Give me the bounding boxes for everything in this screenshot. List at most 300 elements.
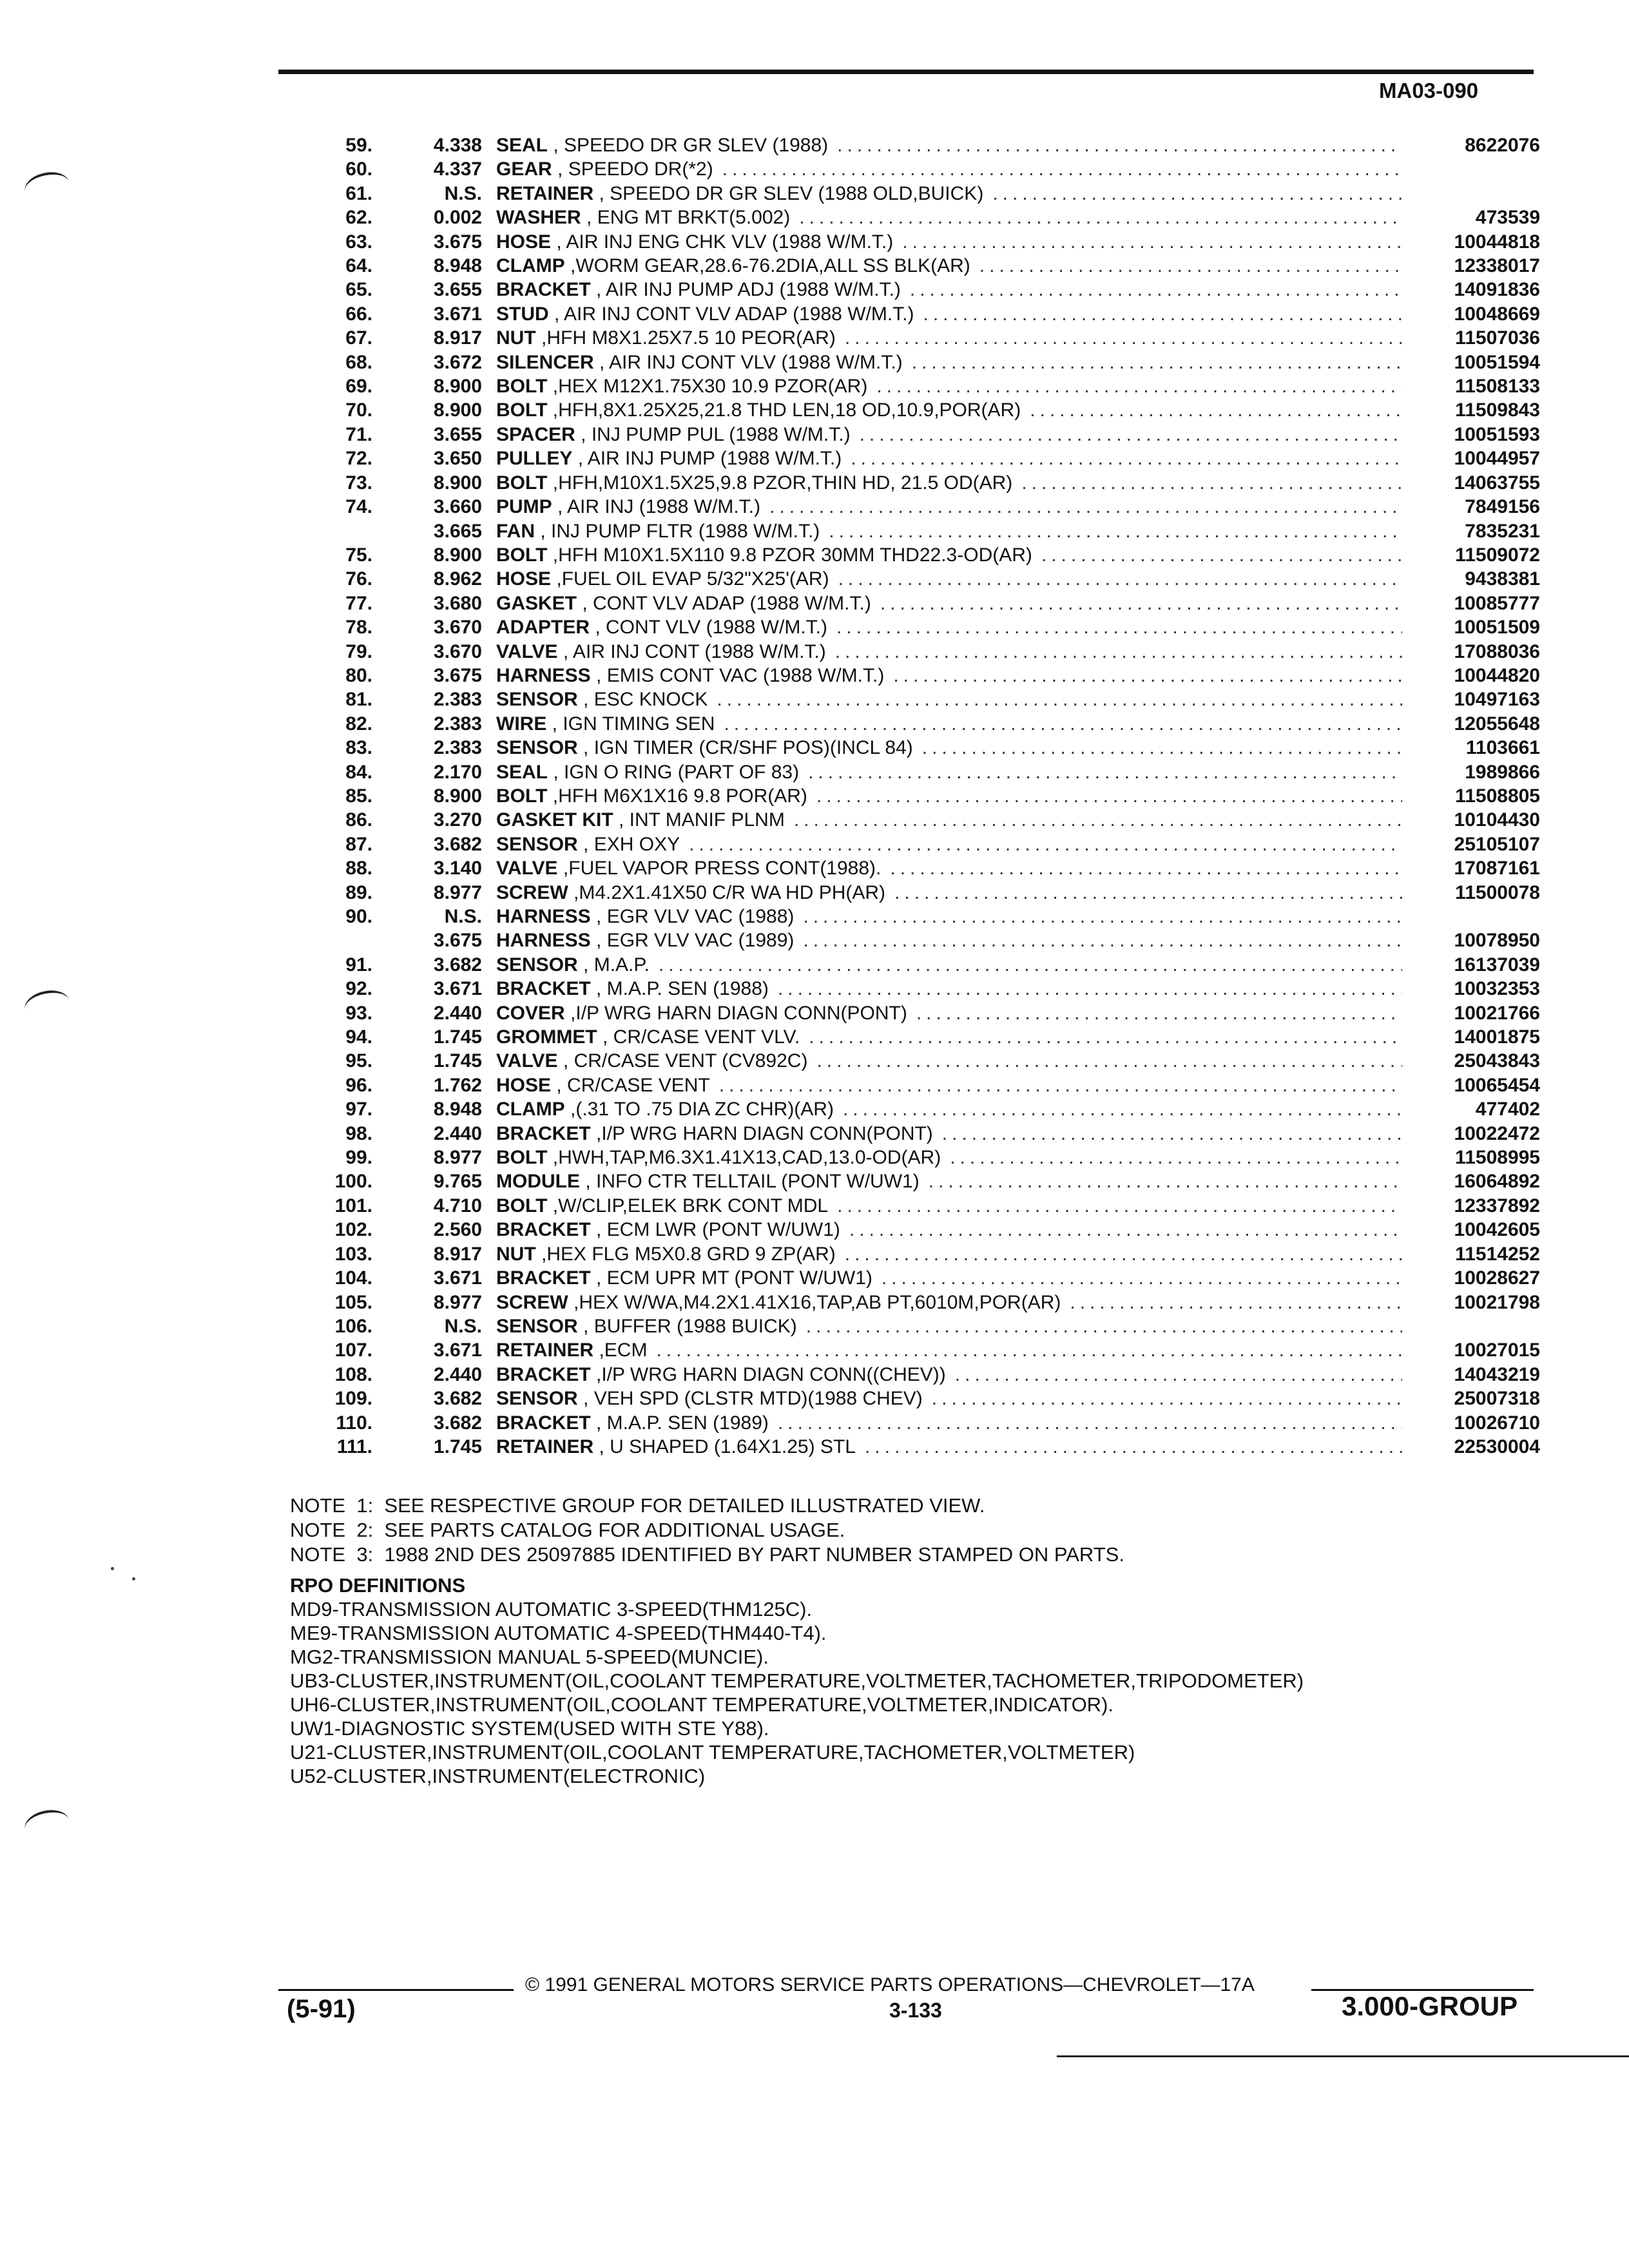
part-number: 25007318 [1454, 1388, 1540, 1410]
part-name: BRACKET [496, 978, 591, 1000]
part-name: PULLEY [496, 448, 573, 470]
item-number: 66. [345, 303, 372, 325]
part-number: 11508133 [1455, 376, 1540, 398]
group-number: N.S. [444, 182, 482, 204]
part-detail: , ESC KNOCK [577, 689, 708, 711]
part-row [296, 1314, 1540, 1338]
part-description [496, 1291, 1411, 1314]
part-row [296, 1169, 1540, 1193]
part-description [496, 664, 1411, 687]
rpo-title: RPO DEFINITIONS [290, 1574, 466, 1597]
dot-leader [849, 1218, 1402, 1242]
dot-leader [902, 230, 1402, 254]
part-number: 10497163 [1454, 689, 1540, 711]
part-description [496, 182, 1411, 206]
dot-leader [799, 206, 1402, 229]
part-row [296, 640, 1540, 664]
part-name: VALVE [496, 1050, 558, 1072]
part-number: 10044818 [1454, 231, 1540, 253]
part-detail: , AIR INJ PUMP ADJ (1988 W/M.T.) [590, 279, 901, 301]
dot-leader [837, 1194, 1402, 1218]
group-number: 3.140 [433, 858, 482, 879]
item-number: 81. [345, 689, 372, 711]
part-row [296, 687, 1540, 711]
part-description [496, 832, 1411, 856]
item-number: 106. [334, 1315, 372, 1337]
group-number: 8.900 [433, 399, 482, 421]
group-number: 3.671 [433, 1267, 482, 1289]
note-line: NOTE 3: 1988 2ND DES 25097885 IDENTIFIED BY PART NUMBER STAMPED ON PARTS. [290, 1543, 1124, 1566]
group-number: 3.682 [433, 833, 482, 855]
part-row [296, 133, 1540, 157]
part-description [496, 374, 1411, 398]
dot-leader [837, 133, 1402, 157]
part-row [296, 278, 1540, 302]
part-description [496, 736, 1411, 760]
part-description [496, 1049, 1411, 1073]
part-name: BRACKET [496, 1412, 591, 1434]
group-number: 3.270 [433, 809, 482, 831]
part-number: 22530004 [1454, 1436, 1540, 1457]
part-detail: , AIR INJ CONT VLV (1988 W/M.T.) [593, 351, 903, 373]
dot-leader [829, 519, 1402, 543]
group-number: 2.383 [433, 689, 482, 711]
item-number: 90. [345, 906, 372, 927]
dot-leader [845, 326, 1402, 350]
part-name: COVER [496, 1002, 565, 1024]
part-description [496, 278, 1411, 302]
part-detail: , EMIS CONT VAC (1988 W/M.T.) [590, 664, 885, 686]
part-detail: ,HFH M6X1X16 9.8 POR(AR) [547, 785, 807, 807]
part-number: 14001875 [1454, 1026, 1540, 1048]
part-description [496, 784, 1411, 808]
part-name: BOLT [496, 472, 548, 494]
group-number: 3.672 [433, 351, 482, 373]
dot-leader [876, 374, 1402, 398]
footer-date: (5-91) [287, 1995, 356, 2023]
scan-speck [132, 1577, 135, 1581]
group-number: 3.655 [433, 279, 482, 301]
part-description [496, 519, 1411, 543]
part-row [296, 1338, 1540, 1362]
part-description [496, 1363, 1411, 1387]
dot-leader [803, 928, 1402, 952]
item-number: 63. [345, 231, 372, 253]
part-number: 17088036 [1454, 640, 1540, 662]
part-name: BOLT [496, 785, 548, 807]
group-number: 3.650 [433, 448, 482, 470]
part-row [296, 953, 1540, 977]
group-number: 4.338 [433, 135, 482, 156]
part-name: BRACKET [496, 1363, 591, 1385]
part-description [496, 254, 1411, 278]
parts-list [296, 133, 1540, 1459]
bottom-rule [1057, 2055, 1629, 2057]
part-name: RETAINER [496, 1340, 594, 1361]
dot-leader [806, 1314, 1402, 1338]
dot-leader [689, 832, 1402, 856]
part-row [296, 182, 1540, 206]
dot-leader [851, 447, 1402, 470]
part-detail: ,M4.2X1.41X50 C/R WA HD PH(AR) [568, 881, 886, 903]
part-row [296, 254, 1540, 278]
group-number: N.S. [444, 1315, 482, 1337]
part-description [496, 640, 1411, 664]
group-number: 2.440 [433, 1363, 482, 1385]
rpo-item: UH6-CLUSTER,INSTRUMENT(OIL,COOLANT TEMPERATURE,VOLTMETER,INDICATOR). [290, 1693, 1114, 1716]
group-number: 8.900 [433, 472, 482, 494]
part-name: BRACKET [496, 1219, 591, 1241]
group-label: 3.000-GROUP [1342, 1991, 1518, 2021]
part-detail: , IGN O RING (PART OF 83) [548, 761, 800, 783]
rpo-item: UW1-DIAGNOSTIC SYSTEM(USED WITH STE Y88). [290, 1717, 769, 1740]
part-row [296, 591, 1540, 615]
part-detail: , AIR INJ PUMP (1988 W/M.T.) [572, 448, 842, 470]
part-detail: ,HFH M10X1.5X110 9.8 PZOR 30MM THD22.3-OD(AR) [547, 544, 1032, 566]
part-row [296, 905, 1540, 928]
part-description [496, 1001, 1411, 1025]
part-detail: ,HEX FLG M5X0.8 GRD 9 ZP(AR) [535, 1243, 836, 1265]
part-number: 17087161 [1454, 858, 1540, 879]
part-description [496, 1073, 1411, 1097]
dot-leader [843, 1097, 1402, 1121]
part-detail: , U SHAPED (1.64X1.25) STL [593, 1436, 856, 1457]
dot-leader [1070, 1291, 1402, 1314]
item-number: 97. [345, 1099, 372, 1120]
group-number: 8.962 [433, 568, 482, 590]
part-number: 7849156 [1465, 496, 1540, 518]
dot-leader [1021, 471, 1402, 495]
part-description [496, 1314, 1411, 1338]
part-description [496, 567, 1411, 591]
item-number: 68. [345, 351, 372, 373]
part-description [496, 615, 1411, 639]
group-number: 3.670 [433, 640, 482, 662]
group-number: 0.002 [433, 207, 482, 229]
part-row [296, 856, 1540, 880]
part-description [496, 1169, 1411, 1193]
part-name: SEAL [496, 135, 548, 156]
part-detail: , M.A.P. SEN (1988) [590, 978, 769, 1000]
document-code: MA03-090 [1379, 79, 1479, 102]
item-number: 98. [345, 1122, 372, 1144]
item-number: 74. [345, 496, 372, 518]
group-number: 2.440 [433, 1002, 482, 1024]
part-name: SPACER [496, 423, 575, 445]
part-number: 14063755 [1454, 472, 1540, 494]
dot-leader [1041, 543, 1402, 567]
dot-leader [860, 423, 1402, 447]
group-number: 3.680 [433, 592, 482, 614]
dot-leader [922, 736, 1402, 760]
group-number: 3.655 [433, 423, 482, 445]
rpo-item: MD9-TRANSMISSION AUTOMATIC 3-SPEED(THM125C). [290, 1598, 813, 1620]
part-number: 11500078 [1455, 881, 1540, 903]
part-row [296, 1073, 1540, 1097]
part-name: NUT [496, 327, 536, 349]
top-rule [278, 70, 1534, 74]
dot-leader [865, 1435, 1402, 1459]
dot-leader [816, 784, 1402, 808]
part-name: VALVE [496, 640, 558, 662]
item-number: 107. [334, 1340, 372, 1361]
item-number: 75. [345, 544, 372, 566]
part-detail: , BUFFER (1988 BUICK) [577, 1315, 797, 1337]
dot-leader [942, 1122, 1402, 1146]
group-number: 8.917 [433, 1243, 482, 1265]
part-row [296, 881, 1540, 905]
part-description [496, 398, 1411, 422]
part-number: 16137039 [1454, 954, 1540, 975]
item-number: 86. [345, 809, 372, 831]
item-number: 85. [345, 785, 372, 807]
dot-leader [923, 302, 1403, 326]
part-row [296, 326, 1540, 350]
part-number: 11514252 [1455, 1243, 1540, 1265]
part-number: 9438381 [1465, 568, 1540, 590]
part-detail: ,HFH M8X1.25X7.5 10 PEOR(AR) [535, 327, 836, 349]
group-number: 8.900 [433, 376, 482, 398]
part-detail: ,HWH,TAP,M6.3X1.41X13,CAD,13.0-OD(AR) [547, 1147, 941, 1169]
part-number: 10065454 [1454, 1074, 1540, 1096]
dot-leader [719, 1073, 1402, 1097]
part-detail: , INT MANIF PLNM [613, 809, 785, 831]
part-row [296, 615, 1540, 639]
part-row [296, 760, 1540, 784]
item-number: 76. [345, 568, 372, 590]
dot-leader [809, 1025, 1402, 1049]
group-number: 1.762 [433, 1074, 482, 1096]
part-row [296, 1411, 1540, 1435]
part-row [296, 495, 1540, 519]
part-number: 11509072 [1455, 544, 1540, 566]
part-number: 10051594 [1454, 351, 1540, 373]
item-number: 71. [345, 423, 372, 445]
part-detail: ,HEX W/WA,M4.2X1.41X16,TAP,AB PT,6010M,POR(AR) [568, 1291, 1061, 1313]
part-detail: , AIR INJ CONT VLV ADAP (1988 W/M.T.) [548, 303, 914, 325]
part-row [296, 1363, 1540, 1387]
part-row [296, 302, 1540, 326]
item-number: 69. [345, 376, 372, 398]
item-number: 92. [345, 978, 372, 1000]
footer-copyright: © 1991 GENERAL MOTORS SERVICE PARTS OPERATIONS—CHEVROLET—17A [525, 1974, 1255, 1995]
part-description [496, 687, 1411, 711]
item-number: 93. [345, 1002, 372, 1024]
part-detail: , EGR VLV VAC (1989) [590, 930, 795, 952]
part-detail: , EXH OXY [577, 833, 680, 855]
dot-leader [717, 687, 1402, 711]
part-description [496, 206, 1411, 229]
dot-leader [835, 640, 1402, 664]
part-row [296, 784, 1540, 808]
part-row [296, 1001, 1540, 1025]
part-description [496, 1387, 1411, 1410]
part-name: CLAMP [496, 1099, 565, 1120]
part-name: SEAL [496, 761, 548, 783]
part-row [296, 423, 1540, 447]
part-name: WASHER [496, 207, 581, 229]
part-number: 16064892 [1454, 1171, 1540, 1193]
scan-speck [111, 1567, 114, 1570]
part-number: 1989866 [1465, 761, 1540, 783]
part-number: 10085777 [1454, 592, 1540, 614]
part-detail: , IGN TIMING SEN [546, 713, 715, 735]
part-row [296, 519, 1540, 543]
notes-section [290, 1494, 1124, 1567]
part-name: SENSOR [496, 689, 578, 711]
dot-leader [778, 977, 1402, 1001]
item-number: 110. [336, 1412, 372, 1434]
part-row [296, 157, 1540, 181]
rpo-definitions [290, 1573, 1304, 1788]
group-number: 2.440 [433, 1122, 482, 1144]
part-name: HOSE [496, 231, 552, 253]
part-number: 10022472 [1454, 1122, 1540, 1144]
part-detail: , CR/CASE VENT [551, 1074, 710, 1096]
part-name: SCREW [496, 881, 568, 903]
group-number: 3.675 [433, 231, 482, 253]
part-number: 10032353 [1454, 978, 1540, 1000]
part-description [496, 326, 1411, 350]
part-name: HOSE [496, 1074, 552, 1096]
part-name: SENSOR [496, 1388, 578, 1410]
part-detail: , EGR VLV VAC (1988) [590, 906, 795, 927]
part-name: HARNESS [496, 906, 591, 927]
part-name: FAN [496, 520, 535, 542]
part-description [496, 1338, 1411, 1362]
group-number: 3.671 [433, 1340, 482, 1361]
group-number: 2.383 [433, 713, 482, 735]
dot-leader [722, 157, 1402, 181]
part-description [496, 881, 1411, 905]
group-number: 2.560 [433, 1219, 482, 1241]
part-number: 11508805 [1455, 785, 1540, 807]
part-name: ADAPTER [496, 617, 590, 639]
part-name: SENSOR [496, 737, 578, 759]
part-detail: , AIR INJ ENG CHK VLV (1988 W/M.T.) [551, 231, 894, 253]
part-row [296, 928, 1540, 952]
part-row [296, 398, 1540, 422]
part-name: PUMP [496, 496, 552, 518]
item-number: 80. [345, 664, 372, 686]
part-detail: , AIR INJ (1988 W/M.T.) [552, 496, 761, 518]
dot-leader [880, 591, 1402, 615]
group-number: 1.745 [433, 1050, 482, 1072]
part-row [296, 1387, 1540, 1410]
part-description [496, 1146, 1411, 1169]
item-number: 59. [345, 135, 372, 156]
item-number: 77. [345, 592, 372, 614]
part-row [296, 1025, 1540, 1049]
note-line: NOTE 1: SEE RESPECTIVE GROUP FOR DETAILED ILLUSTRATED VIEW. [290, 1494, 985, 1517]
item-number: 88. [345, 858, 372, 879]
part-detail: ,HFH,8X1.25X25,21.8 THD LEN,18 OD,10.9,POR(AR) [547, 399, 1021, 421]
item-number: 104. [334, 1267, 372, 1289]
part-detail: , SPEEDO DR(*2) [552, 159, 713, 180]
part-description [496, 856, 1411, 880]
binder-hole-mark [22, 1806, 72, 1843]
item-number: 95. [345, 1050, 372, 1072]
part-name: BOLT [496, 544, 548, 566]
part-name: WIRE [496, 713, 547, 735]
part-number: 12338017 [1454, 255, 1540, 277]
part-row [296, 808, 1540, 832]
part-name: CLAMP [496, 255, 565, 277]
group-number: 3.671 [433, 978, 482, 1000]
part-description [496, 1411, 1411, 1435]
part-description [496, 1218, 1411, 1242]
part-number: 477402 [1475, 1099, 1540, 1120]
rpo-items [290, 1597, 1304, 1788]
part-description [496, 808, 1411, 832]
part-number: 10027015 [1454, 1340, 1540, 1361]
item-number: 87. [345, 833, 372, 855]
part-name: RETAINER [496, 182, 594, 204]
part-description [496, 953, 1411, 977]
dot-leader [894, 881, 1402, 905]
item-number: 105. [334, 1291, 372, 1313]
part-detail: , IGN TIMER (CR/SHF POS)(INCL 84) [577, 737, 913, 759]
part-description [496, 905, 1411, 928]
part-number: 11507036 [1455, 327, 1540, 349]
rpo-item: ME9-TRANSMISSION AUTOMATIC 4-SPEED(THM440-T4). [290, 1622, 827, 1644]
part-detail: ,ECM [593, 1340, 648, 1361]
item-number: 61. [345, 182, 372, 204]
dot-leader [955, 1363, 1402, 1387]
part-detail: , VEH SPD (CLSTR MTD)(1988 CHEV) [577, 1388, 923, 1410]
group-number: 8.977 [433, 1147, 482, 1169]
item-number: 99. [345, 1147, 372, 1169]
part-description [496, 351, 1411, 374]
group-number: 3.682 [433, 1388, 482, 1410]
dot-leader [882, 1266, 1402, 1290]
part-number: 8622076 [1465, 135, 1540, 156]
part-detail: , CONT VLV (1988 W/M.T.) [590, 617, 827, 639]
dot-leader [910, 278, 1402, 302]
part-description [496, 760, 1411, 784]
part-number: 10021798 [1454, 1291, 1540, 1313]
part-number: 25105107 [1454, 833, 1540, 855]
part-row [296, 543, 1540, 567]
binder-hole-mark [22, 168, 72, 206]
part-row [296, 206, 1540, 229]
part-name: BRACKET [496, 1267, 591, 1289]
footer-rule-left [278, 1989, 514, 1991]
part-detail: , CONT VLV ADAP (1988 W/M.T.) [577, 592, 871, 614]
part-name: NUT [496, 1243, 536, 1265]
part-row [296, 1122, 1540, 1146]
part-row [296, 351, 1540, 374]
part-row [296, 1049, 1540, 1073]
rpo-item: U21-CLUSTER,INSTRUMENT(OIL,COOLANT TEMPERATURE,TACHOMETER,VOLTMETER) [290, 1741, 1135, 1763]
dot-leader [778, 1411, 1402, 1435]
part-description [496, 1097, 1411, 1121]
group-number: 3.670 [433, 617, 482, 639]
part-description [496, 1194, 1411, 1218]
part-number: 10104430 [1454, 809, 1540, 831]
item-number: 78. [345, 617, 372, 639]
part-description [496, 495, 1411, 519]
part-row [296, 1218, 1540, 1242]
item-number: 64. [345, 255, 372, 277]
part-description [496, 1122, 1411, 1146]
part-number: 10021766 [1454, 1002, 1540, 1024]
part-number: 10051509 [1454, 617, 1540, 639]
part-detail: ,WORM GEAR,28.6-76.2DIA,ALL SS BLK(AR) [564, 255, 970, 277]
part-detail: , ENG MT BRKT(5.002) [581, 207, 791, 229]
part-detail: , M.A.P. SEN (1989) [590, 1412, 769, 1434]
dot-leader [929, 1169, 1402, 1193]
